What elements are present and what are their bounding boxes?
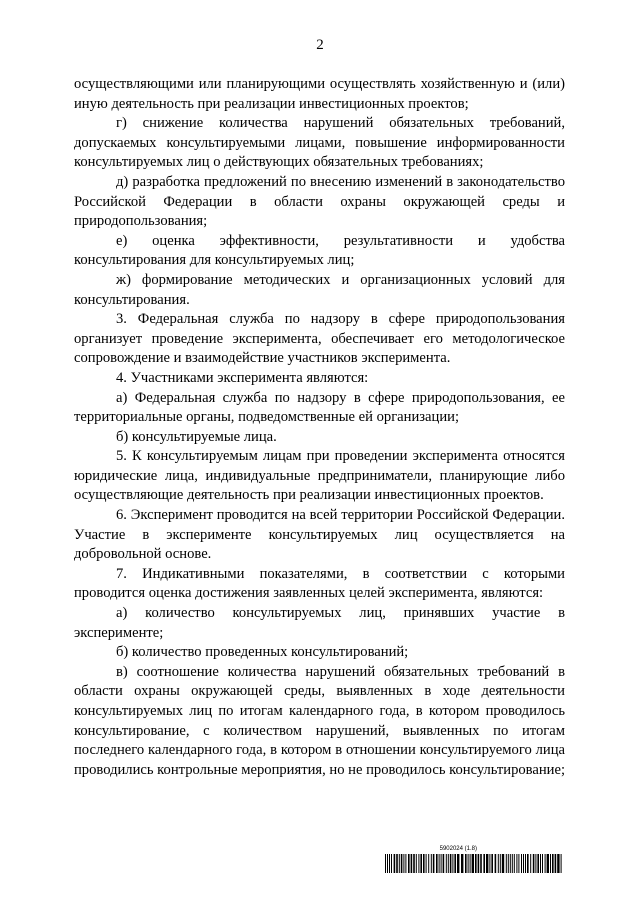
document-code: 5902024 (1.8): [439, 846, 477, 852]
paragraph-clause-5: 5. К консультируемым лицам при проведении эксперимента относятся юридические лица, индивидуальные предприниматели, планирующие либо осуществляющие деятельность при реализации инвестиционных проектов.: [74, 448, 565, 504]
paragraph-item-zh: ж) формирование методических и организационных условий для консультирования.: [74, 271, 565, 308]
paragraph-clause-6: 6. Эксперимент проводится на всей территории Российской Федерации. Участие в эксперименте консультируемых лиц осуществляется на добровольной основе.: [74, 507, 565, 563]
paragraph-clause-7: 7. Индикативными показателями, в соответствии с которыми проводится оценка достижения заявленных целей эксперимента, являются:: [74, 565, 565, 602]
paragraph-item-g: г) снижение количества нарушений обязательных требований, допускаемых консультируемыми лицами, повышение информированности консультируемых лиц о действующих обязательных требованиях;: [74, 115, 565, 171]
paragraph-clause-3: 3. Федеральная служба по надзору в сфере природопользования организует проведение эксперимента, обеспечивает его методологическое сопровождение и взаимодействие участников эксперимента.: [74, 311, 565, 367]
paragraph-clause-7-a: а) количество консультируемых лиц, принявших участие в эксперименте;: [74, 605, 565, 641]
paragraph-item-d: д) разработка предложений по внесению изменений в законодательство Российской Федерации в области охраны окружающей среды и природопользования;: [74, 173, 565, 230]
paragraph-clause-4: 4. Участниками эксперимента являются:: [116, 369, 369, 386]
paragraph-clause-4-b: б) консультируемые лица.: [116, 428, 277, 445]
document-body: [74, 75, 565, 780]
document-footer: [385, 846, 565, 876]
paragraph-clause-7-b: б) количество проведенных консультирований;: [116, 644, 409, 661]
page-number: 2: [316, 37, 324, 53]
paragraph-clause-7-v: в) соотношение количества нарушений обязательных требований в области охраны окружающей среды, выявленных в ходе деятельности консультируемых лиц по итогам календарного года, в котором проводилось консультирование, с количеством нарушений, выявленных по итогам последнего календарного года, в котором в отношении консультируемого лица проводились контрольные мероприятия, но не проводилось консультирование;: [74, 663, 566, 778]
paragraph-clause-4-a: а) Федеральная служба по надзору в сфере природопользования, ее территориальные органы, подведомственные ей организации;: [74, 389, 565, 426]
barcode-icon: [385, 854, 565, 873]
paragraph-continuation: осуществляющими или планирующими осуществлять хозяйственную и (или) иную деятельность при реализации инвестиционных проектов;: [74, 76, 565, 112]
paragraph-item-e: е) оценка эффективности, результативности и удобства консультирования для консультируемых лиц;: [74, 232, 565, 269]
